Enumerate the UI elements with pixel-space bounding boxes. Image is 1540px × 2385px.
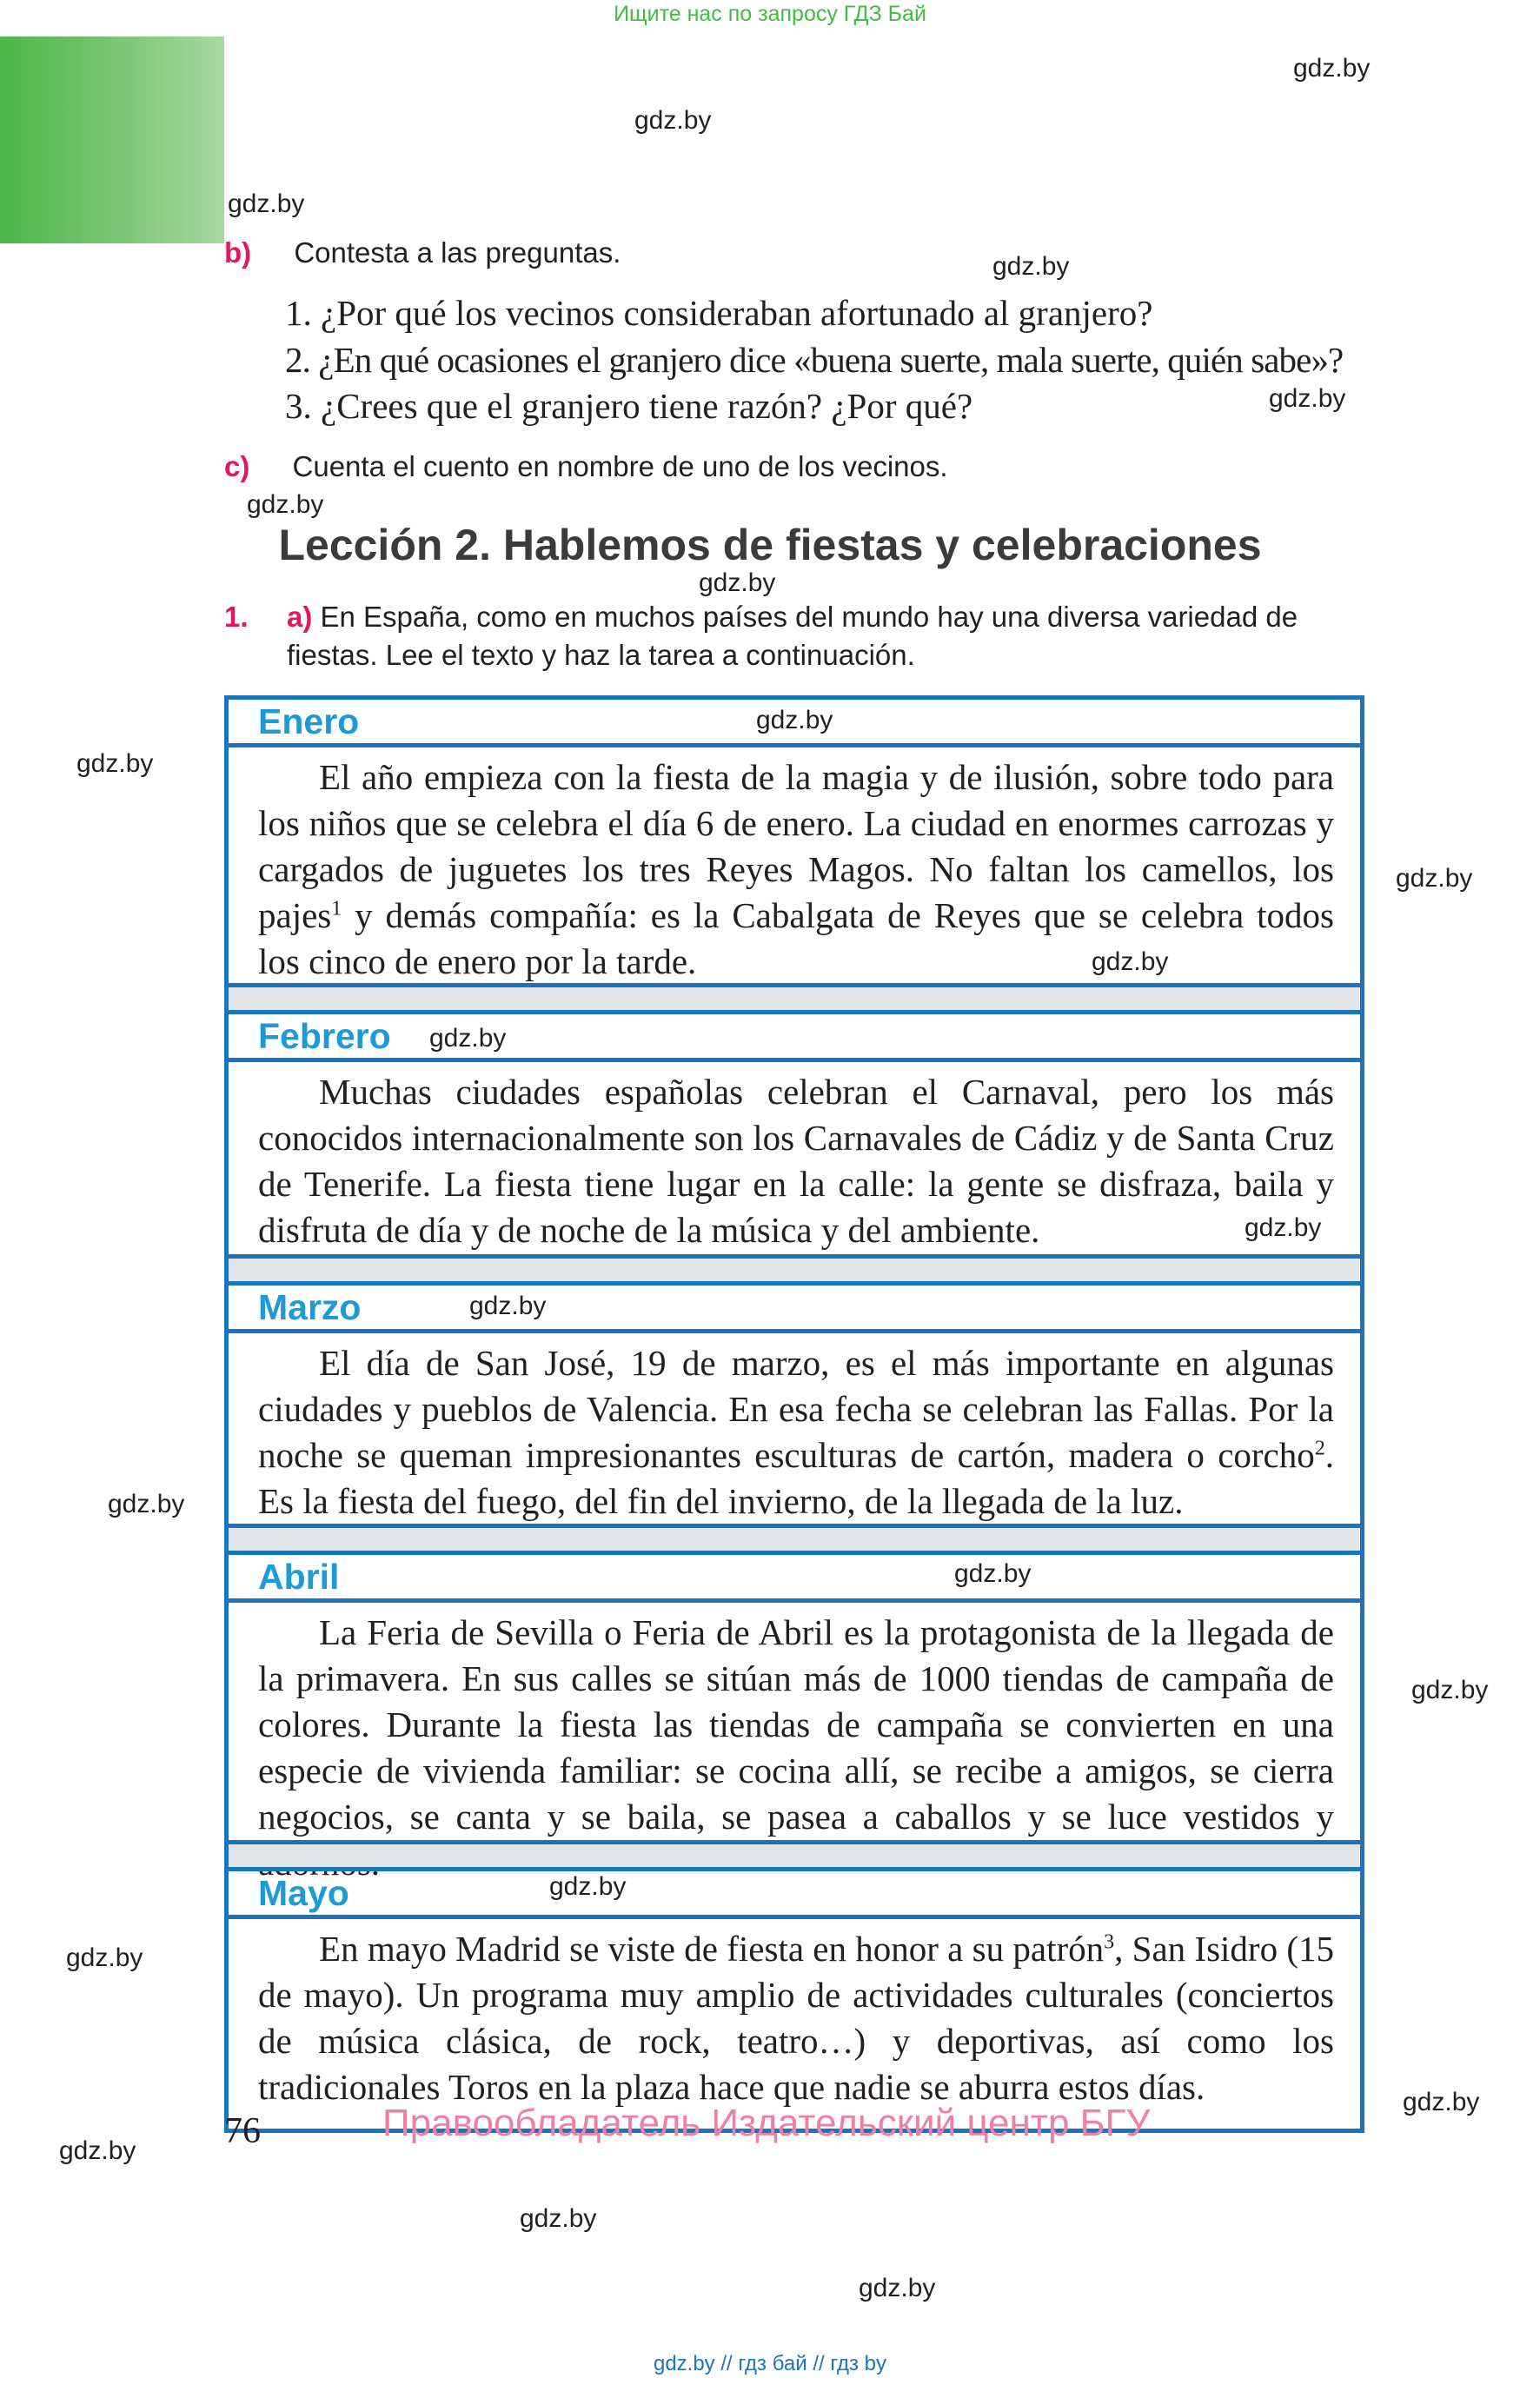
exercise-text: En España, como en muchos países del mundo hay una diversa variedad de fiestas. Lee el texto y haz la tarea a continuación. <box>287 601 1298 671</box>
month-section-abril <box>224 1551 1364 1844</box>
month-text: Muchas ciudades españolas celebran el Carnaval, pero los más conocidos internacionalmente son los Carnavales de Cádiz y de Santa Cruz de Tenerife. La fiesta tiene lugar en la calle: la gente se disfraza, baila y disfruta de día y de noche de la música y del ambiente. <box>258 1072 1334 1250</box>
section-separator <box>224 1844 1364 1867</box>
watermark: gdz.by <box>1403 2088 1480 2116</box>
section-c-instruction <box>224 450 948 483</box>
question-item: 1. ¿Por qué los vecinos consideraban afortunado al granjero? <box>285 293 1153 333</box>
footnote-marker: 3 <box>1104 1930 1115 1954</box>
watermark: gdz.by <box>1396 864 1473 893</box>
month-text: En mayo Madrid se viste de fiesta en honor a su patrón$^3$, San Isidro (15 de mayo). Un programa muy amplio de actividades culturales (conciertos de música clásica, de rock, teatro…) y deportivas, así como los tradicionales Toros en la plaza hace que nadie se aburra estos días. <box>258 1929 1334 2107</box>
decorative-green-block <box>0 37 224 243</box>
exercise-number: 1. <box>224 601 249 633</box>
question-item: 3. ¿Crees que el granjero tiene razón? ¿Por qué? <box>285 386 973 426</box>
exercise-intro <box>224 598 1371 674</box>
section-b-text: Contesta a las preguntas. <box>294 236 621 269</box>
watermark: gdz.by <box>859 2274 936 2302</box>
watermark: gdz.by <box>1269 384 1346 413</box>
page-number: 76 <box>224 2111 261 2151</box>
footnote-marker: 1 <box>331 897 342 920</box>
watermark: gdz.by <box>954 1559 1032 1588</box>
question-item: 2. ¿En qué ocasiones el granjero dice «buena suerte, mala suerte, quién sabe»? <box>285 340 1344 380</box>
section-separator <box>224 987 1364 1010</box>
month-title: Febrero <box>258 1016 391 1056</box>
watermark: gdz.by <box>66 1943 143 1972</box>
month-title: Mayo <box>258 1873 349 1913</box>
watermark: gdz.by <box>247 490 324 519</box>
footer-links: gdz.by // гдз бай // гдз by <box>653 2352 887 2375</box>
month-section-mayo <box>224 1867 1364 2133</box>
watermark: gdz.by <box>1411 1676 1489 1704</box>
month-text: El día de San José, 19 de marzo, es el más importante en algunas ciudades y pueblos de Valencia. En esa fecha se celebran las Fallas. Por la noche se queman impresionantes esculturas de cartón, madera o corcho$^2$. Es la fiesta del fuego, del fin del invierno, de la llegada de la luz. <box>258 1343 1334 1521</box>
copyright-notice: Правообладатель Издательский центр БГУ <box>382 2102 1151 2144</box>
section-separator <box>224 1259 1364 1281</box>
watermark: gdz.by <box>228 189 305 218</box>
section-b-instruction <box>224 236 621 269</box>
watermark: gdz.by <box>992 252 1070 281</box>
footnote-marker: 2 <box>1314 1437 1325 1460</box>
section-c-text: Cuenta el cuento en nombre de uno de los vecinos. <box>292 450 948 482</box>
month-text: El año empieza con la fiesta de la magia y de ilusión, sobre todo para los niños que se celebra el día 6 de enero. La ciudad en enormes carrozas y cargados de juguetes los tres Reyes Magos. No faltan los camellos, los pajes$^1$ y demás compañía: es la Cabalgata de Reyes que se celebra todos los cinco de enero por la tarde. <box>258 757 1334 981</box>
exercise-label: a) <box>287 601 313 633</box>
watermark: gdz.by <box>108 1490 185 1518</box>
watermark: gdz.by <box>1293 54 1371 83</box>
month-section-marzo <box>224 1281 1364 1528</box>
month-title: Enero <box>258 701 360 741</box>
month-title: Abril <box>258 1557 340 1597</box>
top-note: Ищите нас по запросу ГДЗ Бай <box>614 2 926 26</box>
watermark: gdz.by <box>634 106 712 135</box>
watermark: gdz.by <box>520 2204 597 2233</box>
watermark: gdz.by <box>1245 1213 1322 1242</box>
watermark: gdz.by <box>469 1292 547 1320</box>
month-text: La Feria de Sevilla o Feria de Abril es la protagonista de la llegada de la primavera. En sus calles se sitúan más de 1000 tiendas de campaña de colores. Durante la fiesta las tiendas de campaña se convierten en una especie de vivienda familiar: se cocina allí, se recibe a amigos, se cierra negocios, se canta y se baila, se pasea a caballos y se luce vestidos y <box>258 1612 1334 1837</box>
watermark: gdz.by <box>549 1872 627 1901</box>
month-section-febrero <box>224 1010 1364 1259</box>
watermark: gdz.by <box>699 568 776 597</box>
section-b-label: b) <box>224 236 252 269</box>
watermark: gdz.by <box>429 1024 507 1053</box>
watermark: gdz.by <box>756 706 833 734</box>
month-title: Marzo <box>258 1287 362 1327</box>
watermark: gdz.by <box>59 2136 136 2165</box>
watermark: gdz.by <box>76 749 154 778</box>
section-separator <box>224 1528 1364 1551</box>
lesson-title: Lección 2. Hablemos de fiestas y celebraciones <box>278 521 1262 569</box>
watermark: gdz.by <box>1092 947 1169 976</box>
section-c-label: c) <box>224 450 250 482</box>
month-section-enero <box>224 695 1364 987</box>
